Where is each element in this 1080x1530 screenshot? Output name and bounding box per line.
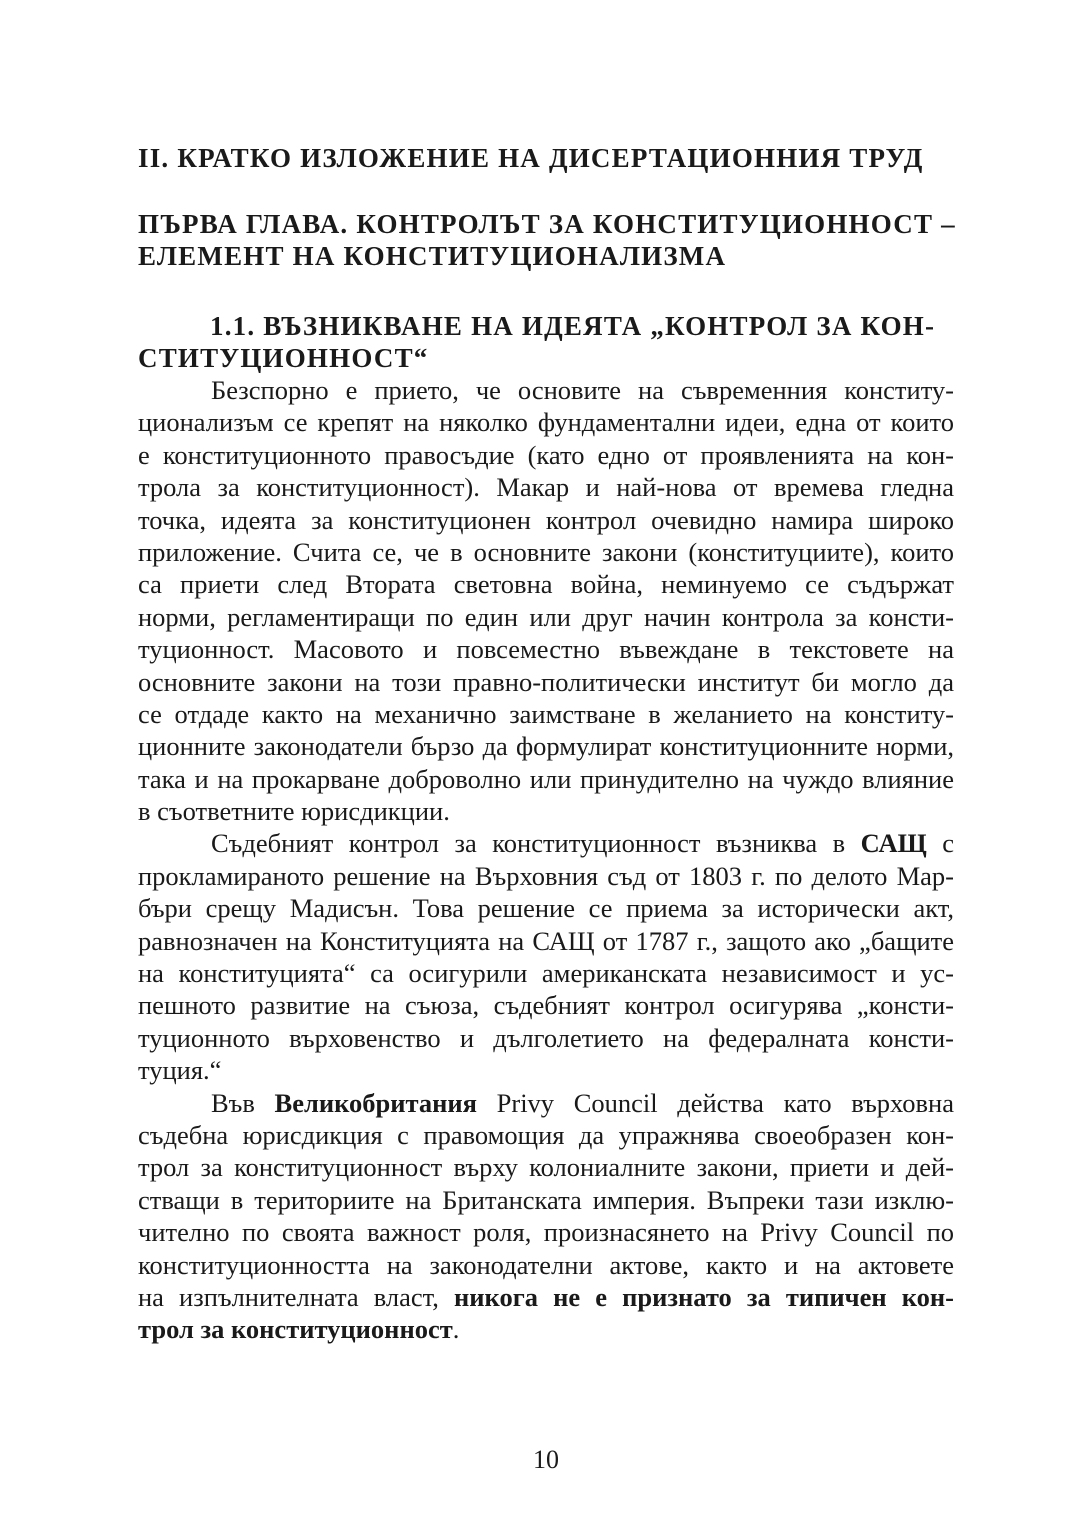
paragraph-3-text: . xyxy=(452,1314,460,1345)
paragraph-2-line: прокламираното решение на Върховния съд от 1803 г. по делото Мар- xyxy=(138,860,954,891)
section-title: II. КРАТКО ИЗЛОЖЕНИЕ НА ДИСЕРТАЦИОННИЯ ТРУД xyxy=(138,143,924,173)
paragraph-1-line: основните закони на този правно-политически институт би могло да xyxy=(138,666,954,697)
paragraph-1-line: точка, идеята за конституционен контрол очевидно намира широко xyxy=(138,504,954,535)
page-number: 10 xyxy=(533,1445,559,1474)
subsection-title-line-2: СТИТУЦИОННОСТ“ xyxy=(138,343,429,373)
document-page xyxy=(138,0,954,1530)
chapter-title xyxy=(138,208,954,272)
paragraph-1-line: е конституционното правосъдие (като едно от проявленията на кон- xyxy=(138,439,954,470)
chapter-title-line-1: ПЪРВА ГЛАВА. КОНТРОЛЪТ ЗА КОНСТИТУЦИОННОСТ – xyxy=(138,209,956,239)
paragraph-1-line: трола за конституционност). Макар и най-нова от времева гледна xyxy=(138,472,954,503)
paragraph-1-line: туционност. Масовото и повсеместно въвеждане в текстовете на xyxy=(138,634,954,665)
paragraph-1-line: са приети след Втората световна война, неминуемо се съдържат xyxy=(138,569,954,600)
paragraph-3-bold-uk: Великобритания xyxy=(274,1087,477,1118)
paragraph-3-bold-conclusion: никога не е признато за типичен кон- xyxy=(453,1281,954,1312)
paragraph-3-text: Във xyxy=(211,1087,275,1118)
paragraph-2-text: с xyxy=(926,828,955,859)
paragraph-3-line xyxy=(138,1087,954,1119)
paragraph-1-line: се отдаде както на механично заимстване в желанието на конститу- xyxy=(138,698,954,729)
paragraph-1-line: приложение. Счита се, че в основните закони (конституциите), които xyxy=(138,536,954,567)
paragraph-3-line xyxy=(138,1313,954,1345)
paragraph-2-line: бъри срещу Мадисън. Това решение се приема за исторически акт, xyxy=(138,893,954,924)
paragraph-2-line xyxy=(138,827,954,859)
paragraph-2-line: равнозначен на Конституцията на САЩ от 1787 г., защото ако „бащите xyxy=(138,925,954,956)
paragraph-1-line: Безспорно е прието, че основите на съвременния конститу- xyxy=(211,375,954,405)
paragraph-3-line xyxy=(138,1281,954,1313)
paragraph-2-line: туционното върховенство и дълголетието на федералната консти- xyxy=(138,1022,954,1053)
paragraph-3-line: съдебна юрисдикция с правомощия да упражнява своеобразен кон- xyxy=(138,1119,954,1150)
paragraph-2-line: на конституцията“ са осигурили американската независимост и ус- xyxy=(138,958,954,989)
paragraph-1-line: ционните законодатели бързо да формулират конституционните норми, xyxy=(138,731,954,762)
subsection-title xyxy=(138,310,954,374)
paragraph-2-line: туция.“ xyxy=(138,1055,222,1086)
paragraph-3-line: стващи в териториите на Британската империя. Въпреки тази изклю- xyxy=(138,1184,954,1215)
subsection-title-line-1: 1.1. ВЪЗНИКВАНЕ НА ИДЕЯТА „КОНТРОЛ ЗА КОН- xyxy=(210,311,936,341)
paragraph-2-text: Съдебният контрол за конституционност възниква в xyxy=(211,828,861,859)
paragraph-3-text: Privy Council действа като върховна xyxy=(477,1087,954,1118)
paragraph-1-line: в съответните юрисдикции. xyxy=(138,796,450,827)
paragraph-1-line: норми, регламентиращи по един или друг начин контрола за консти- xyxy=(138,601,954,632)
body-text xyxy=(138,374,954,1346)
paragraph-3-line: чително по своята важност роля, произнасянето на Privy Council по xyxy=(138,1217,954,1248)
paragraph-3-bold-conclusion-end: трол за конституционност xyxy=(138,1314,453,1345)
paragraph-1-line: така и на прокарване доброволно или принудително на чуждо влияние xyxy=(138,763,954,794)
paragraph-3-text: на изпълнителната власт, xyxy=(138,1281,454,1312)
paragraph-2-bold-usa: САЩ xyxy=(860,828,927,859)
chapter-title-line-2: ЕЛЕМЕНТ НА КОНСТИТУЦИОНАЛИЗМА xyxy=(138,241,727,271)
paragraph-3-line: трол за конституционност върху колониалните закони, приети и дей- xyxy=(138,1152,954,1183)
paragraph-1-line: ционализъм се крепят на няколко фундаментални идеи, една от които xyxy=(138,407,954,438)
paragraph-3-line: конституционността на законодателни актове, както и на актовете xyxy=(138,1249,954,1280)
paragraph-2-line: пешното развитие на съюза, съдебният контрол осигурява „консти- xyxy=(138,990,954,1021)
